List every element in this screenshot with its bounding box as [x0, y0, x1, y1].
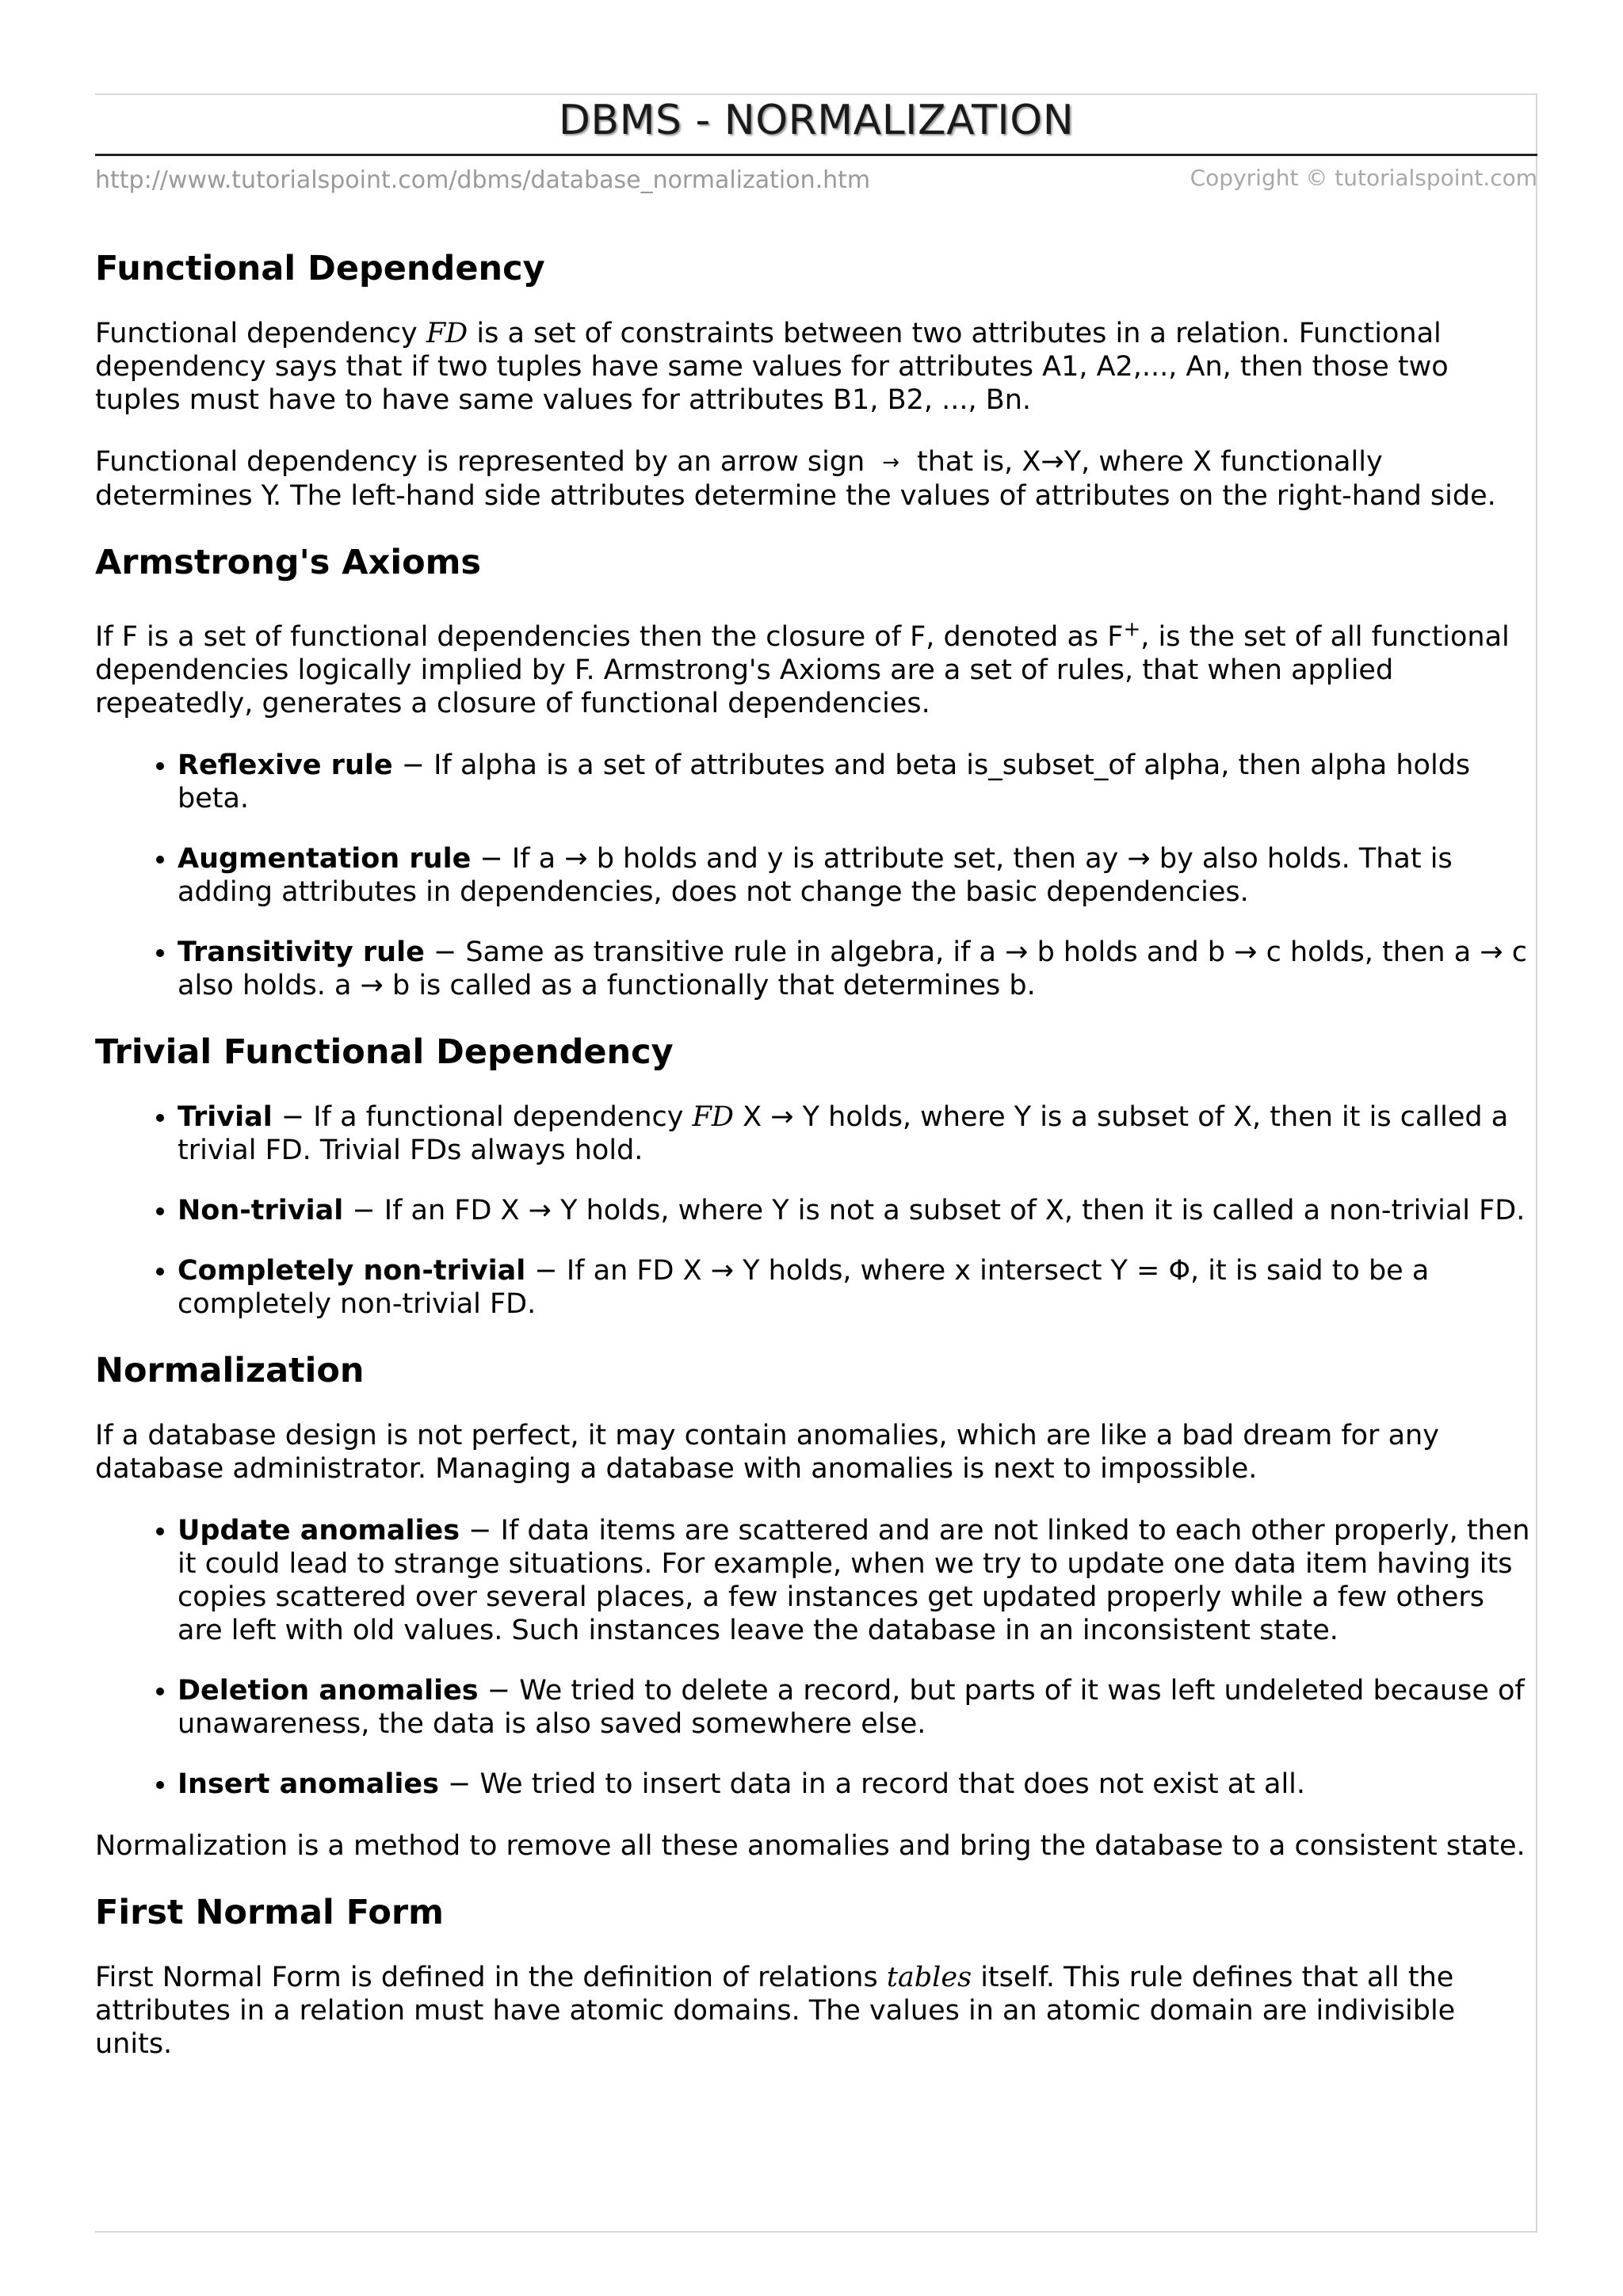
- armstrong-p1-text-a: If F is a set of functional dependencies then the closure of F, denoted as F: [95, 621, 1124, 653]
- anomaly-term: Deletion anomalies: [178, 1675, 479, 1707]
- fnf-text-b: itself. This rule defines that all the attributes in a relation must have atomic domains. The values in an atomic domain are indivisible units.: [95, 1962, 1456, 2060]
- armstrong-p1-sup: +: [1123, 617, 1141, 642]
- fnf-text-a: First Normal Form is defined in the definition of relations: [95, 1962, 887, 1993]
- heading-normalization: Normalization: [95, 1351, 365, 1390]
- article-body: [95, 247, 1536, 2089]
- fd-p1-fd: FD: [426, 318, 468, 349]
- source-url[interactable]: http://www.tutorialspoint.com/dbms/database_normalization.htm: [95, 166, 871, 194]
- fd-paragraph-1: [95, 317, 1536, 417]
- copyright-notice: Copyright © tutorialspoint.com: [1190, 165, 1537, 191]
- trivial-list: [95, 1100, 1536, 1321]
- first-normal-form-paragraph: [95, 1961, 1536, 2061]
- armstrong-paragraph: [95, 617, 1536, 720]
- fd-paragraph-2: [95, 445, 1536, 513]
- normalization-intro: If a database design is not perfect, it may contain anomalies, which are like a bad dream for any database administrator. Managing a database with anomalies is next to impossible.: [95, 1420, 1439, 1485]
- title-divider: [95, 154, 1537, 156]
- armstrong-rules-list: [95, 749, 1536, 1002]
- list-item: [178, 1100, 1536, 1167]
- heading-armstrongs-axioms: Armstrong's Axioms: [95, 543, 482, 582]
- rule-text: − If alpha is a set of attributes and beta is_subset_of alpha, then alpha holds beta.: [178, 749, 1471, 814]
- anomalies-list: [95, 1514, 1536, 1801]
- armstrong-p1-text-b: , is the set of all functional dependencies logically implied by F. Armstrong's Axioms are a set of rules, that when applied repeatedly, generates a closure of functional dependencies.: [95, 621, 1510, 719]
- list-item: [178, 749, 1536, 815]
- anomaly-text: − If data items are scattered and are not linked to each other properly, then it could lead to strange situations. For example, when we try to update one data item having its copies scattered over several places, a few instances get updated properly while a few others are left with old values. Such instances leave the database in an inconsistent state.: [178, 1515, 1530, 1646]
- heading-first-normal-form: First Normal Form: [95, 1893, 444, 1932]
- list-item: [178, 1768, 1536, 1801]
- completely-non-trivial-term: Completely non-trivial: [178, 1255, 526, 1287]
- trivial-text-b: X → Y holds, where Y is a subset of X, then it is called a trivial FD. Trivial FDs always hold.: [178, 1101, 1509, 1166]
- rule-term: Reflexive rule: [178, 749, 393, 781]
- fd-p2-text-b: that is, X→Y, where X functionally determines Y. The left-hand side attributes determine the values of attributes on the right-hand side.: [95, 446, 1496, 512]
- page-title: DBMS - NORMALIZATION: [558, 97, 1075, 144]
- completely-non-trivial-text: − If an FD X → Y holds, where x intersect Y = Φ, it is said to be a completely non-trivial FD.: [178, 1255, 1430, 1320]
- fd-p2-text-a: Functional dependency is represented by an arrow sign: [95, 446, 865, 478]
- normalization-outro: Normalization is a method to remove all these anomalies and bring the database to a consistent state.: [95, 1830, 1526, 1862]
- list-item: [178, 1194, 1536, 1227]
- heading-trivial-functional-dependency: Trivial Functional Dependency: [95, 1032, 674, 1072]
- fnf-tables: tables: [886, 1962, 972, 1993]
- rule-term: Augmentation rule: [178, 843, 472, 875]
- non-trivial-term: Non-trivial: [178, 1195, 344, 1226]
- list-item: [178, 842, 1536, 909]
- fd-p1-text-b: is a set of constraints between two attributes in a relation. Functional dependency says that if two tuples have same values for attributes A1, A2,..., An, then those two tuples must have to have same values for attributes B1, B2, ..., Bn.: [95, 318, 1449, 416]
- list-item: [178, 936, 1536, 1002]
- heading-functional-dependency: Functional Dependency: [95, 249, 545, 288]
- anomaly-term: Update anomalies: [178, 1515, 460, 1547]
- arrow-sign: →: [882, 451, 899, 475]
- anomaly-text: − We tried to delete a record, but parts of it was left undeleted because of unawareness, the data is also saved somewhere else.: [178, 1675, 1525, 1740]
- list-item: [178, 1254, 1536, 1321]
- trivial-text-a: − If a functional dependency: [272, 1101, 693, 1133]
- anomaly-term: Insert anomalies: [178, 1768, 439, 1800]
- anomaly-text: − We tried to insert data in a record that does not exist at all.: [438, 1768, 1306, 1800]
- rule-text: − Same as transitive rule in algebra, if a → b holds and b → c holds, then a → c also holds. a → b is called as a functionally that determines b.: [178, 936, 1527, 1001]
- trivial-term: Trivial: [178, 1101, 273, 1133]
- list-item: [178, 1514, 1536, 1647]
- trivial-fd: FD: [692, 1101, 734, 1133]
- list-item: [178, 1674, 1536, 1741]
- rule-text: − If a → b holds and y is attribute set, then ay → by also holds. That is adding attributes in dependencies, does not change the basic dependencies.: [178, 843, 1453, 908]
- rule-term: Transitivity rule: [178, 936, 425, 968]
- fd-p1-text-a: Functional dependency: [95, 318, 426, 349]
- non-trivial-text: − If an FD X → Y holds, where Y is not a subset of X, then it is called a non-trivial FD.: [343, 1195, 1526, 1226]
